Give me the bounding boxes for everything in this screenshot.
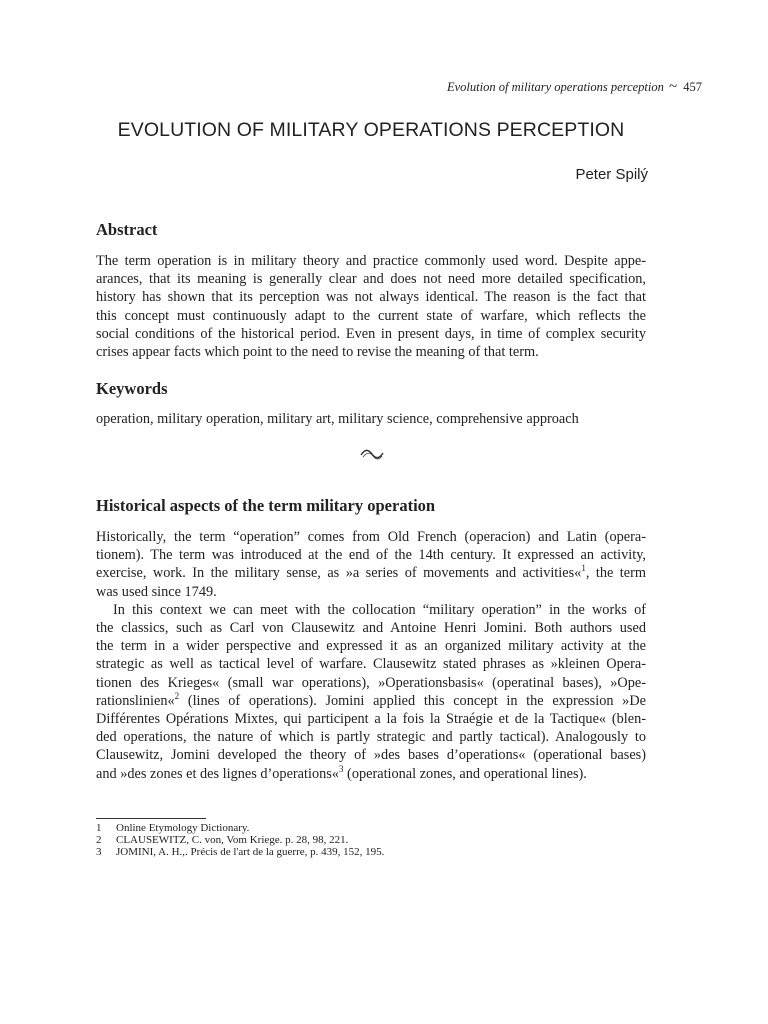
footnote-text: JOMINI, A. H.,. Précis de l'art de la guerre, p. 439, 152, 195. — [116, 846, 385, 859]
abstract-line: social conditions of the historical period. Even in present days, in time of complex security — [96, 325, 646, 342]
body-line: In this context we can meet with the collocation “military operation” in the works of — [113, 601, 646, 618]
keywords-heading: Keywords — [96, 379, 168, 398]
footnote-number: 1 — [96, 822, 102, 834]
footnote-item — [96, 822, 384, 834]
footnote-ref[interactable]: 3 — [338, 763, 344, 774]
body-line — [96, 692, 646, 710]
body-line — [96, 765, 646, 783]
running-header — [96, 79, 702, 95]
abstract-line: this concept must continuously adapt to the current state of warfare, which reflects the — [96, 307, 646, 324]
footnotes — [96, 822, 384, 859]
footnote-divider — [96, 818, 206, 819]
footnote-item — [96, 846, 384, 858]
body-line: the classics, such as Carl von Clausewitz and Antoine Henri Jomini. Both authors used — [96, 620, 646, 637]
swash-divider-icon — [359, 446, 385, 462]
footnote-ref[interactable]: 2 — [174, 691, 180, 702]
body-line: the term in a wider perspective and expressed it as an organized military activity at the — [96, 638, 646, 655]
body-line: strategic as well as tactical level of warfare. Clausewitz stated phrases as »kleinen Opera- — [96, 656, 646, 673]
footnote-text: Online Etymology Dictionary. — [116, 822, 250, 834]
body-text: and »des zones et des lignes d’operations« — [96, 765, 339, 782]
body-line: tionem). The term was introduced at the end of the 14th century. It expressed an activity, — [96, 547, 646, 564]
running-header-title: Evolution of military operations perception — [447, 80, 664, 94]
abstract-line: history has shown that its perception was not always identical. The reason is the fact that — [96, 289, 646, 306]
article-author: Peter Spilý — [575, 166, 648, 183]
section-body — [96, 528, 646, 783]
body-text: , the term — [585, 565, 646, 582]
body-line — [96, 564, 646, 582]
abstract-heading: Abstract — [96, 220, 158, 239]
abstract-line: crises appear facts which point to the need to revise the meaning of that term. — [96, 344, 539, 361]
keywords-list: operation, military operation, military art, military science, comprehensive approach — [96, 411, 579, 427]
footnote-ref[interactable]: 1 — [581, 563, 586, 574]
body-text: exercise, work. In the military sense, as »a series of movements and activities« — [96, 565, 582, 582]
section-heading: Historical aspects of the term military operation — [96, 496, 436, 515]
body-line: Historically, the term “operation” comes from Old French (operacion) and Latin (opera- — [96, 529, 646, 545]
body-line: Clausewitz, Jomini developed the theory of »des bases d’operations« (operational bases) — [96, 747, 646, 764]
page-number: 457 — [683, 80, 702, 94]
body-text: rationslinien« — [96, 692, 175, 709]
article-title: EVOLUTION OF MILITARY OPERATIONS PERCEPTION — [117, 119, 625, 141]
body-text: (operational zones, and operational lines). — [343, 765, 587, 782]
abstract-line: The term operation is in military theory and practice commonly used word. Despite appe- — [96, 253, 646, 269]
tilde-ornament-icon: ~ — [669, 79, 678, 95]
footnote-number: 2 — [96, 834, 102, 847]
abstract-line: arances, that its meaning is generally clear and does not need more detailed specification, — [96, 271, 646, 288]
body-text: (lines of operations). Jomini applied this concept in the expression »De — [179, 692, 646, 709]
body-line: was used since 1749. — [96, 583, 217, 600]
footnote-text: CLAUSEWITZ, C. von, Vom Kriege. p. 28, 98, 221. — [116, 834, 349, 847]
footnote-number: 3 — [96, 846, 102, 859]
body-line: tionen des Krieges« (small war operations), »Operationsbasis« (operatinal bases), »Ope- — [96, 674, 646, 691]
body-line: Différentes Opérations Mixtes, qui participent a la fois la Straégie et de la Tactique« (blen- — [96, 711, 646, 728]
abstract-paragraph — [96, 252, 646, 361]
footnote-item — [96, 834, 384, 846]
body-line: ded operations, the nature of which is partly strategic and partly tactical). Analogously to — [96, 729, 646, 746]
